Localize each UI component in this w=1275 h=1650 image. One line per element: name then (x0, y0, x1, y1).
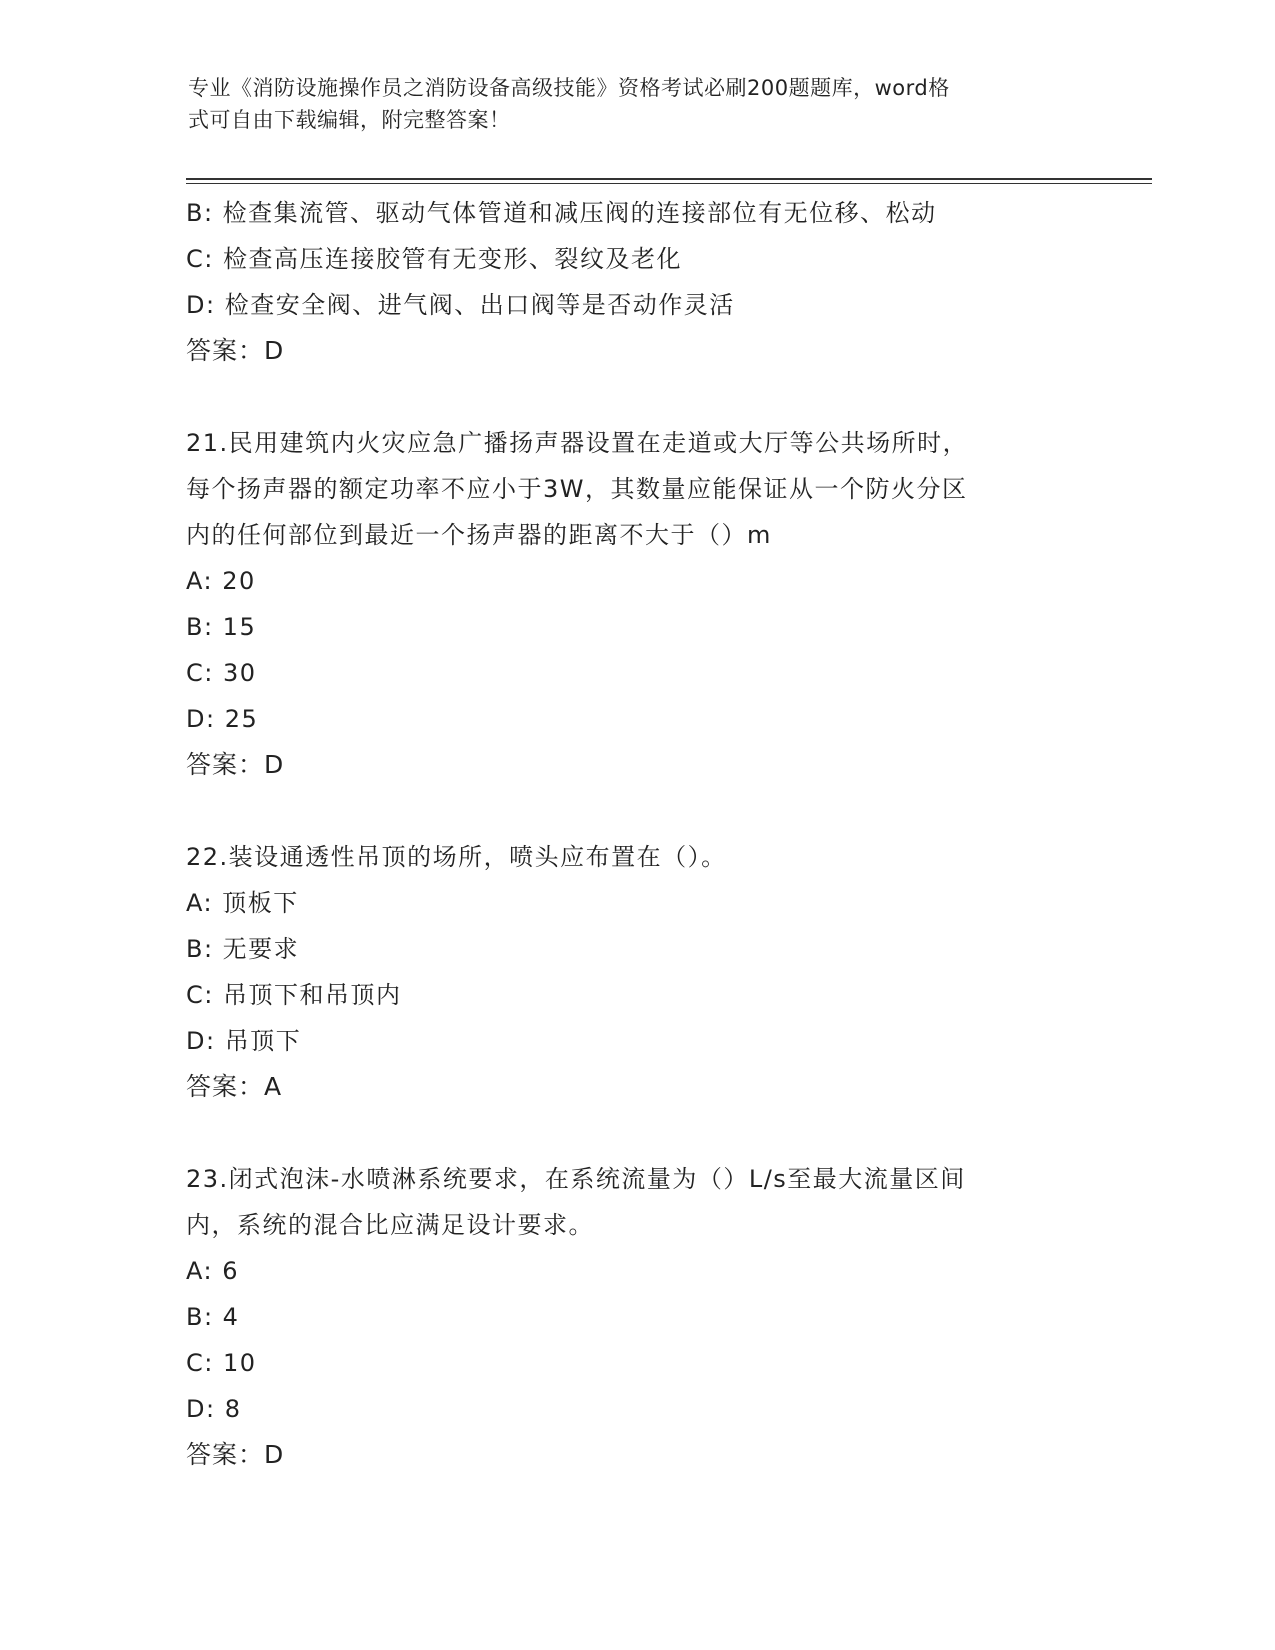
question-21-text-line-3: 内的任何部位到最近一个扬声器的距离不大于（）m (186, 521, 772, 549)
option-b: B: 4 (186, 1303, 240, 1331)
question-23-block (186, 1156, 1146, 1478)
option-c: C: 10 (186, 1349, 257, 1377)
question-22-text-line-1: 22.装设通透性吊顶的场所，喷头应布置在（）。 (186, 843, 727, 871)
answer-line: 答案：D (186, 750, 285, 779)
header-line-2: 式可自由下载编辑，附完整答案！ (188, 108, 511, 132)
option-d: D: 8 (186, 1395, 242, 1423)
option-c: C: 吊顶下和吊顶内 (186, 981, 402, 1009)
option-d: D: 吊顶下 (186, 1027, 302, 1055)
header-divider-thin (186, 183, 1152, 184)
spacer (186, 788, 1146, 834)
question-22-block (186, 834, 1146, 1110)
question-21-text-line-1: 21.民用建筑内火灾应急广播扬声器设置在走道或大厅等公共场所时， (186, 429, 969, 457)
question-21-text-line-2: 每个扬声器的额定功率不应小于3W，其数量应能保证从一个防火分区 (186, 475, 968, 503)
header-line-1: 专业《消防设施操作员之消防设备高级技能》资格考试必刷200题题库，word格 (188, 76, 950, 100)
question-content (186, 190, 1146, 1478)
option-b: B: 无要求 (186, 935, 300, 963)
option-a: A: 20 (186, 567, 256, 595)
option-b: B: 检查集流管、驱动气体管道和减压阀的连接部位有无位移、松动 (186, 199, 937, 227)
spacer (186, 374, 1146, 420)
question-23-text-line-2: 内，系统的混合比应满足设计要求。 (186, 1211, 594, 1239)
option-c: C: 检查高压连接胶管有无变形、裂纹及老化 (186, 245, 682, 273)
answer-line: 答案：D (186, 336, 285, 365)
answer-line: 答案：A (186, 1072, 283, 1101)
answer-line: 答案：D (186, 1440, 285, 1469)
question-23-text-line-1: 23.闭式泡沫-水喷淋系统要求，在系统流量为（）L/s至最大流量区间 (186, 1165, 966, 1193)
option-a: A: 6 (186, 1257, 239, 1285)
option-a: A: 顶板下 (186, 889, 299, 917)
option-c: C: 30 (186, 659, 257, 687)
header-divider-thick (186, 178, 1152, 180)
spacer (186, 1110, 1146, 1156)
option-d: D: 检查安全阀、进气阀、出口阀等是否动作灵活 (186, 291, 735, 319)
question-21-block (186, 420, 1146, 788)
prev-question-block (186, 190, 1146, 374)
document-header (188, 72, 1078, 136)
option-d: D: 25 (186, 705, 259, 733)
option-b: B: 15 (186, 613, 257, 641)
